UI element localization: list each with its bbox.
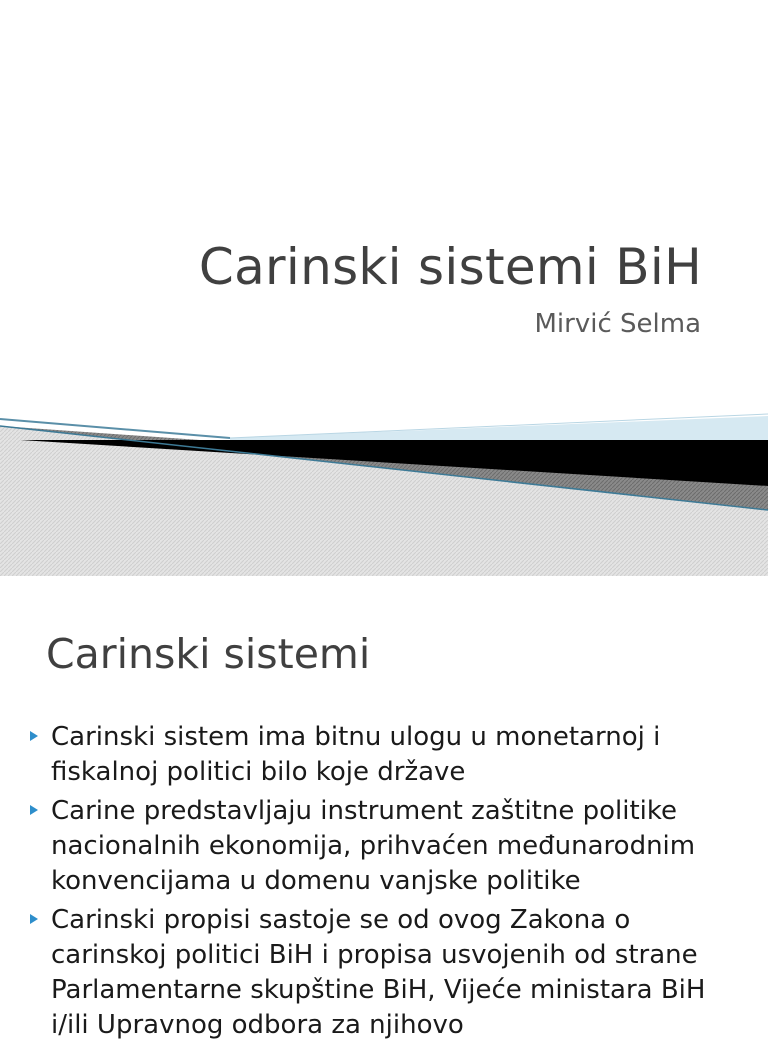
list-item [30,903,750,1043]
bullet-text: Carine predstavljaju instrument zaštitne politike nacionalnih ekonomija, prihvaćen međunarodnim konvencijama u domenu vanjske politike [51,796,696,896]
band-light-blue [230,416,768,440]
list-item [30,720,750,790]
bullet-text: Carinski propisi sastoje se od ovog Zakona o carinskoj politici BiH i propisa usvojenih od strane Parlamentarne skupštine BiH, Vijeće ministara BiH i/ili Upravnog odbora za njihovo [51,905,706,1040]
slide-title: Carinski sistemi BiH [198,238,702,296]
content-slide [0,576,768,1040]
bullet-arrow-icon [30,805,38,815]
decorative-band [0,400,768,576]
list-item [30,794,750,899]
slide-title: Carinski sistemi [46,630,371,678]
bullet-arrow-icon [30,731,38,741]
bullet-text: Carinski sistem ima bitnu ulogu u monetarnoj i fiskalnoj politici bilo koje države [51,722,661,787]
bullet-arrow-icon [30,914,38,924]
bullet-list [30,720,750,1047]
slide-subtitle: Mirvić Selma [534,309,701,339]
